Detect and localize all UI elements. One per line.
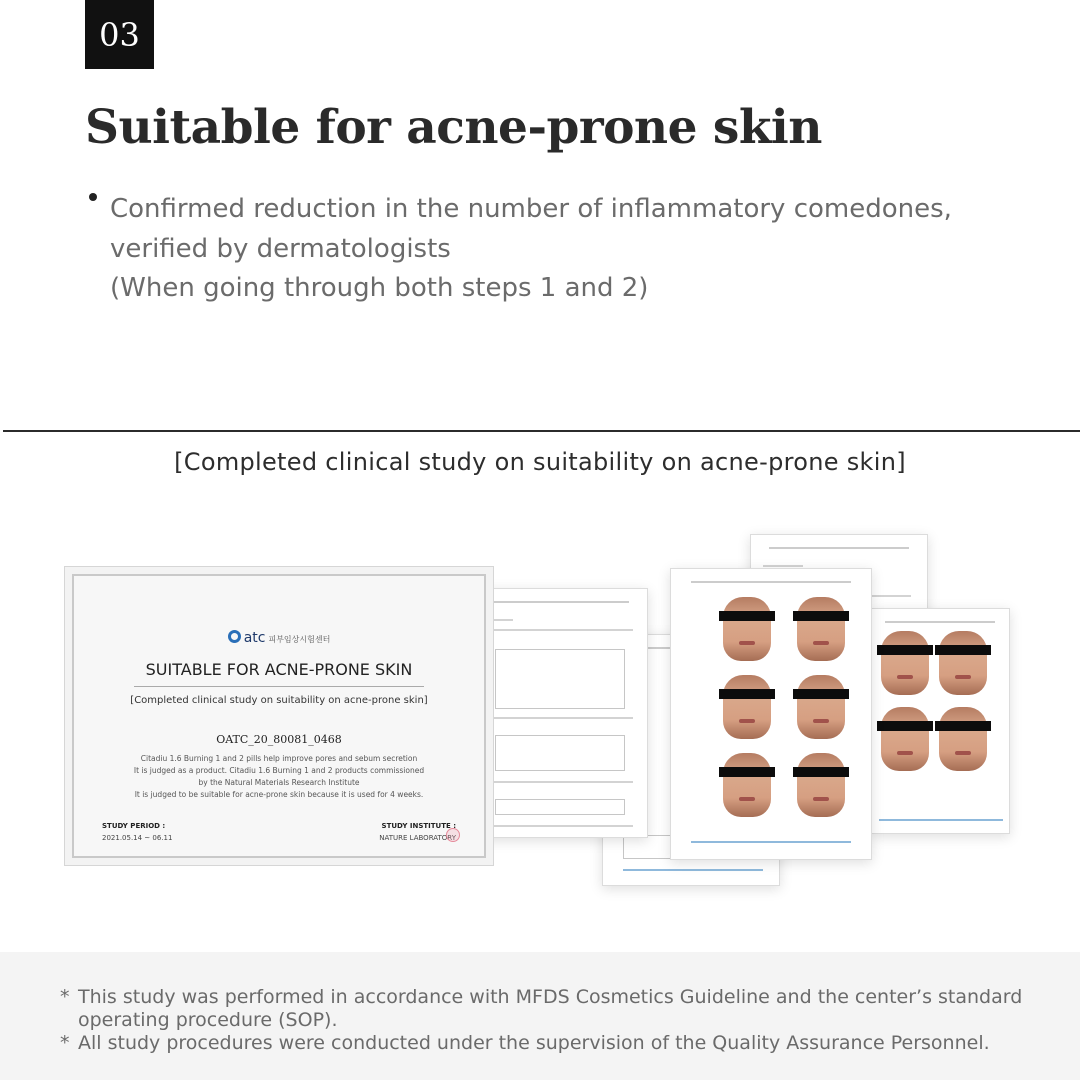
face-photo [723, 597, 771, 661]
face-photo [797, 753, 845, 817]
clinical-certificate [64, 566, 494, 866]
certificate-title: SUITABLE FOR ACNE-PRONE SKIN [145, 660, 413, 679]
certificate-rule [134, 686, 424, 687]
bullet-dot-icon [89, 193, 97, 201]
face-photo [797, 597, 845, 661]
page-title: Suitable for acne-prone skin [85, 100, 822, 155]
section-caption: [Completed clinical study on suitability on acne-prone skin] [174, 448, 906, 476]
asterisk-mark: * [60, 986, 70, 1008]
certificate-subtitle: [Completed clinical study on suitability on acne-prone skin] [130, 695, 428, 706]
study-period-label: STUDY PERIOD : [102, 822, 166, 830]
report-page-photos [670, 568, 872, 860]
footnote-panel: * This study was performed in accordance with MFDS Cosmetics Guideline and the center’s standard operating procedure (SOP). * All study procedures were conducted under the supervision of the Quality Assurance Personnel. [0, 952, 1080, 1080]
claim-line: Confirmed reduction in the number of inflammatory comedones, [110, 194, 952, 224]
certificate-description: Citadiu 1.6 Burning 1 and 2 pills help improve pores and sebum secretion It is judged as a product. Citadiu 1.6 Burning 1 and 2 products commissioned by the Natural Materials Research Institute It is judged to be suitable for acne-prone skin because it is used for 4 weeks. [133, 754, 425, 799]
face-photo [797, 675, 845, 739]
section-divider [3, 430, 1080, 432]
face-photo [723, 753, 771, 817]
claim-line: (When going through both steps 1 and 2) [110, 273, 649, 303]
atc-ring-icon [228, 630, 241, 643]
report-page-table [470, 588, 648, 838]
section-number-badge: 03 [85, 0, 154, 69]
face-photo [723, 675, 771, 739]
study-institute-label: STUDY INSTITUTE : [381, 822, 456, 830]
report-page-far-right [870, 608, 1010, 834]
atc-logo: atc 피부임상시험센터 [74, 630, 484, 646]
claim-line: verified by dermatologists [110, 233, 451, 264]
study-period-value: 2021.05.14 ~ 06.11 [102, 834, 173, 842]
certificate-code: OATC_20_80081_0468 [216, 733, 342, 746]
seal-stamp-icon [446, 828, 460, 842]
asterisk-mark: * [60, 1032, 70, 1054]
study-institute-value: NATURE LABORATORY [379, 834, 456, 842]
claim-bullet [110, 190, 1010, 309]
